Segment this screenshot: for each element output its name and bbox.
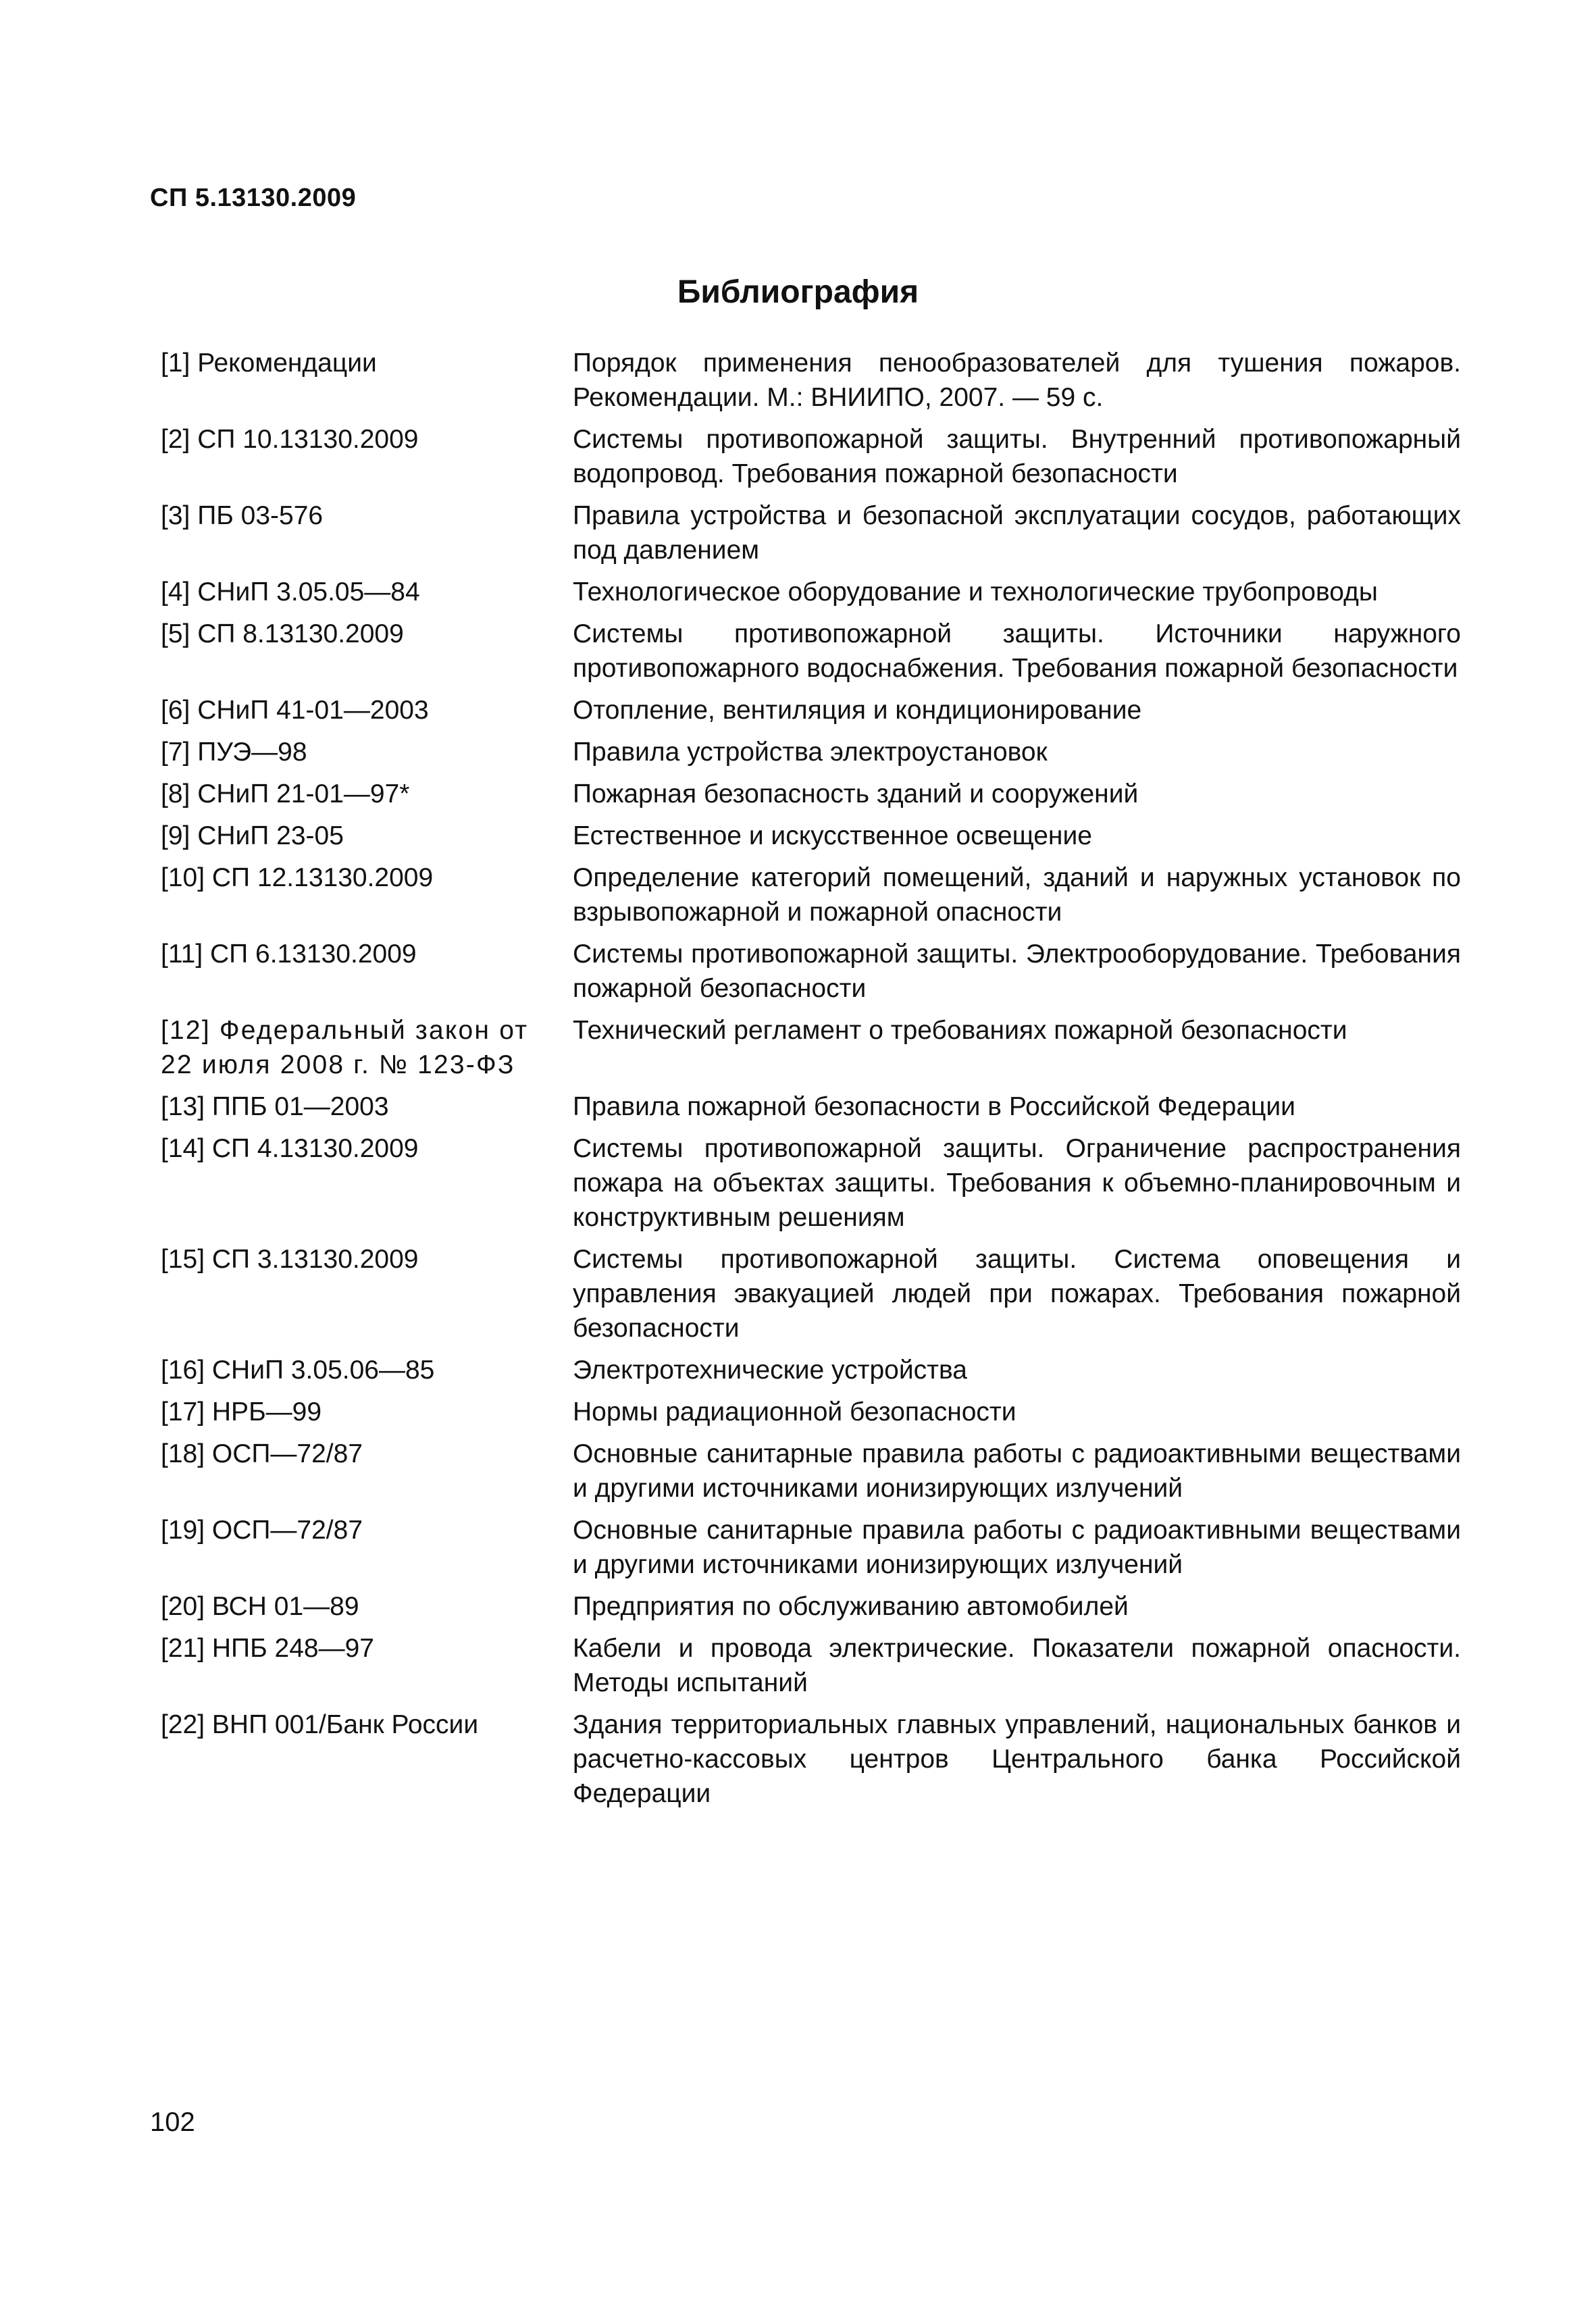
bibliography-entry-16 bbox=[161, 1353, 1461, 1387]
reference-description: Порядок применения пенообразователей для тушения пожаров. Рекомендации. М.: ВНИИПО, 2007. — 59 с. bbox=[573, 349, 1461, 412]
reference-description: Определение категорий помещений, зданий и наружных установок по взрывопожарной и пожарной опасности bbox=[573, 863, 1461, 927]
bibliography-entry-9 bbox=[161, 819, 1461, 853]
reference-code: [6] СНиП 41-01—2003 bbox=[161, 696, 429, 725]
bibliography-entry-20 bbox=[161, 1589, 1461, 1624]
reference-description: Нормы радиационной безопасности bbox=[573, 1397, 1016, 1426]
reference-description: Системы противопожарной защиты. Система оповещения и управления эвакуацией людей при пожарах. Требования пожарной безопасности bbox=[573, 1245, 1461, 1343]
reference-description: Предприятия по обслуживанию автомобилей bbox=[573, 1592, 1129, 1621]
reference-description: Правила устройства и безопасной эксплуатации сосудов, работающих под давлением bbox=[573, 501, 1461, 565]
reference-code: [13] ППБ 01—2003 bbox=[161, 1092, 389, 1121]
reference-description: Основные санитарные правила работы с радиоактивными веществами и другими источниками ионизирующих излучений bbox=[573, 1439, 1461, 1503]
bibliography-entry-8 bbox=[161, 777, 1461, 811]
document-code: СП 5.13130.2009 bbox=[150, 184, 357, 212]
bibliography-entry-13 bbox=[161, 1089, 1461, 1124]
reference-code: [11] СП 6.13130.2009 bbox=[161, 940, 417, 969]
bibliography-entry-7 bbox=[161, 735, 1461, 769]
bibliography-entry-10 bbox=[161, 860, 1461, 929]
reference-code: [22] ВНП 001/Банк России bbox=[161, 1710, 479, 1739]
bibliography-entry-11 bbox=[161, 937, 1461, 1006]
bibliography-entry-12 bbox=[161, 1013, 1461, 1082]
reference-code: [12] Федеральный закон от 22 июля 2008 г. № 123-ФЗ bbox=[161, 1016, 529, 1079]
bibliography-entry-18 bbox=[161, 1437, 1461, 1506]
reference-code: [17] НРБ—99 bbox=[161, 1397, 322, 1426]
reference-description: Системы противопожарной защиты. Электрооборудование. Требования пожарной безопасности bbox=[573, 940, 1461, 1003]
reference-description: Отопление, вентиляция и кондиционирование bbox=[573, 696, 1142, 725]
bibliography-entry-21 bbox=[161, 1631, 1461, 1700]
reference-code: [3] ПБ 03-576 bbox=[161, 501, 324, 530]
reference-description: Основные санитарные правила работы с радиоактивными веществами и другими источниками ионизирующих излучений bbox=[573, 1516, 1461, 1579]
reference-description: Пожарная безопасность зданий и сооружений bbox=[573, 779, 1139, 808]
reference-code: [9] СНиП 23-05 bbox=[161, 821, 344, 850]
reference-description: Кабели и провода электрические. Показатели пожарной опасности. Методы испытаний bbox=[573, 1634, 1461, 1697]
reference-code: [18] ОСП—72/87 bbox=[161, 1439, 363, 1468]
reference-description: Технический регламент о требованиях пожарной безопасности bbox=[573, 1016, 1347, 1045]
reference-description: Естественное и искусственное освещение bbox=[573, 821, 1092, 850]
bibliography-entry-15 bbox=[161, 1242, 1461, 1345]
bibliography-entry-14 bbox=[161, 1131, 1461, 1235]
reference-code: [16] СНиП 3.05.06—85 bbox=[161, 1356, 435, 1385]
reference-code: [20] ВСН 01—89 bbox=[161, 1592, 359, 1621]
bibliography-list bbox=[161, 346, 1461, 1818]
reference-description: Правила пожарной безопасности в Российской Федерации bbox=[573, 1092, 1295, 1121]
bibliography-entry-17 bbox=[161, 1395, 1461, 1429]
reference-code: [8] СНиП 21-01—97* bbox=[161, 779, 410, 808]
bibliography-entry-3 bbox=[161, 498, 1461, 567]
page-title: Библиография bbox=[677, 274, 919, 310]
reference-description: Здания территориальных главных управлений, национальных банков и расчетно-кассовых центров Центрального банка Российской Федерации bbox=[573, 1710, 1461, 1808]
reference-description: Правила устройства электроустановок bbox=[573, 738, 1048, 767]
reference-code: [19] ОСП—72/87 bbox=[161, 1516, 363, 1545]
bibliography-entry-4 bbox=[161, 575, 1461, 609]
bibliography-entry-19 bbox=[161, 1513, 1461, 1582]
bibliography-entry-5 bbox=[161, 617, 1461, 686]
bibliography-entry-2 bbox=[161, 422, 1461, 491]
reference-description: Электротехнические устройства bbox=[573, 1356, 967, 1385]
bibliography-entry-22 bbox=[161, 1707, 1461, 1811]
page-number: 102 bbox=[150, 2107, 195, 2137]
bibliography-entry-1 bbox=[161, 346, 1461, 415]
reference-code: [21] НПБ 248—97 bbox=[161, 1634, 374, 1663]
reference-code: [10] СП 12.13130.2009 bbox=[161, 863, 434, 892]
reference-code: [7] ПУЭ—98 bbox=[161, 738, 307, 767]
reference-code: [15] СП 3.13130.2009 bbox=[161, 1245, 419, 1274]
reference-code: [4] СНиП 3.05.05—84 bbox=[161, 577, 420, 607]
reference-description: Технологическое оборудование и технологические трубопроводы bbox=[573, 577, 1378, 607]
reference-code: [2] СП 10.13130.2009 bbox=[161, 425, 419, 454]
reference-code: [1] Рекомендации bbox=[161, 349, 377, 378]
reference-code: [5] СП 8.13130.2009 bbox=[161, 619, 404, 648]
reference-description: Системы противопожарной защиты. Источники наружного противопожарного водоснабжения. Требования пожарной безопасности bbox=[573, 619, 1461, 683]
reference-description: Системы противопожарной защиты. Ограничение распространения пожара на объектах защиты. Требования к объемно-планировочным и конструктивным решениям bbox=[573, 1134, 1461, 1232]
reference-description: Системы противопожарной защиты. Внутренний противопожарный водопровод. Требования пожарной безопасности bbox=[573, 425, 1461, 488]
reference-code: [14] СП 4.13130.2009 bbox=[161, 1134, 419, 1163]
bibliography-entry-6 bbox=[161, 693, 1461, 727]
